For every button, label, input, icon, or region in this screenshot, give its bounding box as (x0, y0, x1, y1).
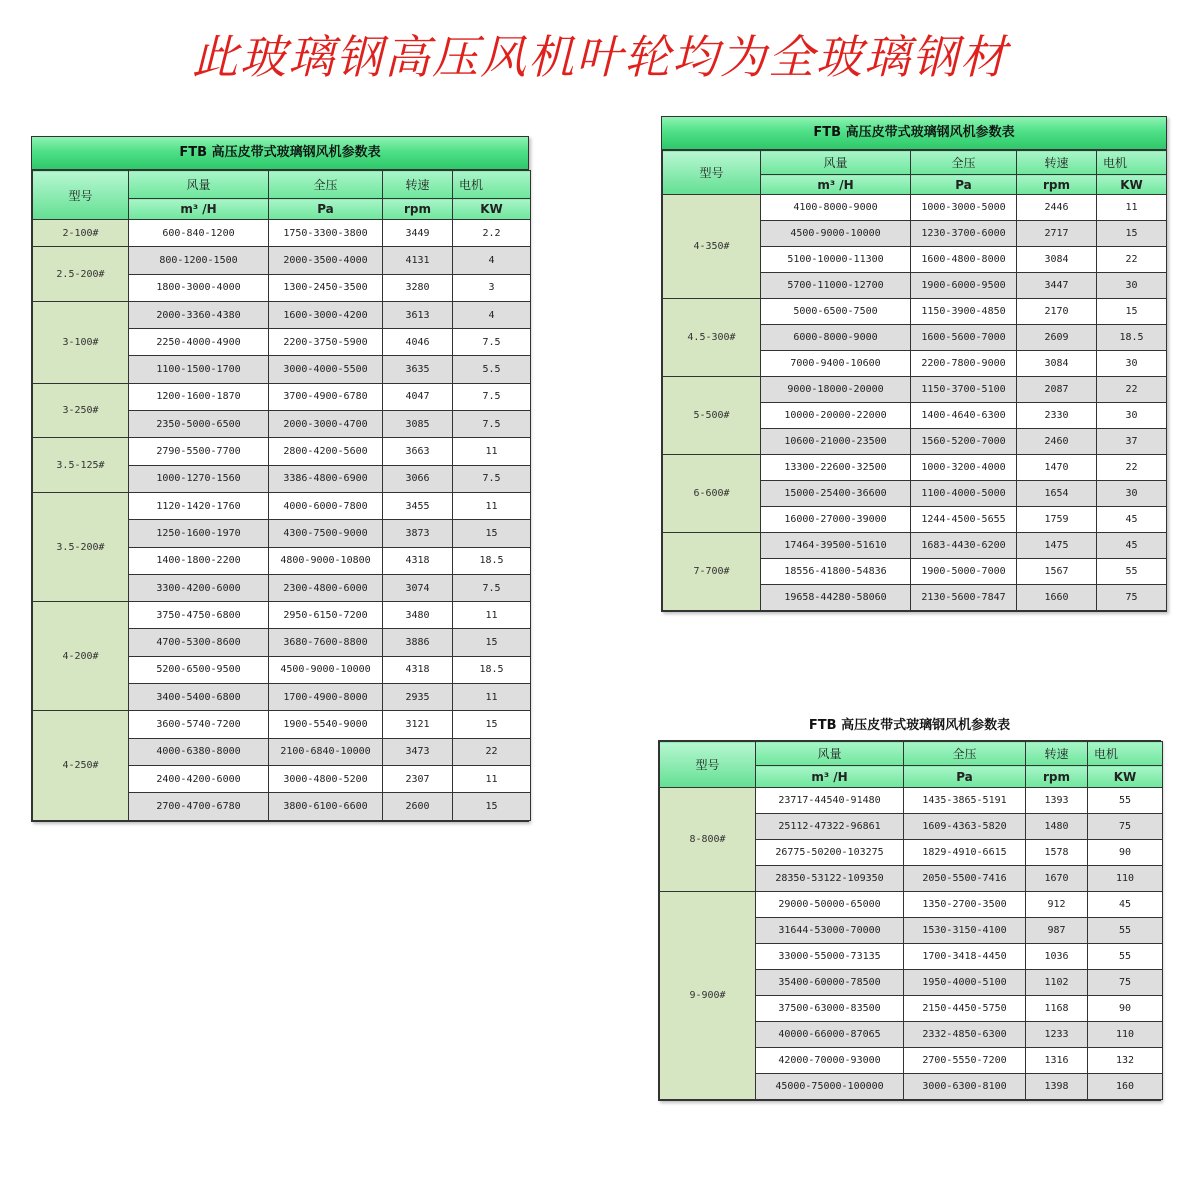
speed-cell: 4047 (383, 383, 453, 410)
pressure-cell: 1230-3700-6000 (911, 221, 1017, 247)
flow-cell: 3750-4750-6800 (129, 602, 269, 629)
model-cell: 4-250# (33, 711, 129, 820)
flow-cell: 19658-44280-58060 (761, 585, 911, 611)
speed-cell: 1316 (1026, 1048, 1088, 1074)
speed-cell: 3121 (383, 711, 453, 738)
flow-cell: 1100-1500-1700 (129, 356, 269, 383)
header-motor: 电机 (1097, 151, 1167, 175)
header-model: 型号 (663, 151, 761, 195)
pressure-cell: 2130-5600-7847 (911, 585, 1017, 611)
speed-cell: 3085 (383, 411, 453, 438)
model-cell: 4-350# (663, 195, 761, 299)
motor-cell: 15 (453, 629, 531, 656)
pressure-cell: 1683-4430-6200 (911, 533, 1017, 559)
speed-cell: 3480 (383, 602, 453, 629)
motor-cell: 7.5 (453, 383, 531, 410)
model-cell: 3.5-125# (33, 438, 129, 493)
header-motor-unit: KW (1088, 766, 1163, 788)
speed-cell: 1480 (1026, 814, 1088, 840)
speed-cell: 2307 (383, 765, 453, 792)
pressure-cell: 1900-5540-9000 (269, 711, 383, 738)
speed-cell: 1660 (1017, 585, 1097, 611)
motor-cell: 55 (1088, 944, 1163, 970)
pressure-cell: 2950-6150-7200 (269, 602, 383, 629)
flow-cell: 4100-8000-9000 (761, 195, 911, 221)
model-cell: 4-200# (33, 602, 129, 711)
pressure-cell: 1100-4000-5000 (911, 481, 1017, 507)
pressure-cell: 1350-2700-3500 (904, 892, 1026, 918)
model-cell: 2-100# (33, 220, 129, 247)
speed-cell: 3873 (383, 520, 453, 547)
flow-cell: 4500-9000-10000 (761, 221, 911, 247)
table-row (33, 602, 531, 629)
model-cell: 8-800# (660, 788, 756, 892)
pressure-cell: 1150-3900-4850 (911, 299, 1017, 325)
speed-cell: 2717 (1017, 221, 1097, 247)
motor-cell: 45 (1088, 892, 1163, 918)
motor-cell: 15 (1097, 299, 1167, 325)
pressure-cell: 4500-9000-10000 (269, 656, 383, 683)
model-cell: 3.5-200# (33, 492, 129, 601)
flow-cell: 1000-1270-1560 (129, 465, 269, 492)
motor-cell: 45 (1097, 533, 1167, 559)
pressure-cell: 1600-5600-7000 (911, 325, 1017, 351)
header-flow-unit: m³ /H (761, 175, 911, 195)
pressure-cell: 1150-3700-5100 (911, 377, 1017, 403)
speed-cell: 2446 (1017, 195, 1097, 221)
header-model: 型号 (33, 171, 129, 220)
model-cell: 5-500# (663, 377, 761, 455)
pressure-cell: 2050-5500-7416 (904, 866, 1026, 892)
pressure-cell: 3000-4000-5500 (269, 356, 383, 383)
flow-cell: 15000-25400-36600 (761, 481, 911, 507)
speed-cell: 1470 (1017, 455, 1097, 481)
motor-cell: 22 (1097, 377, 1167, 403)
motor-cell: 75 (1088, 970, 1163, 996)
model-cell: 6-600# (663, 455, 761, 533)
table-row (33, 438, 531, 465)
flow-cell: 9000-18000-20000 (761, 377, 911, 403)
flow-cell: 13300-22600-32500 (761, 455, 911, 481)
pressure-cell: 3700-4900-6780 (269, 383, 383, 410)
table-row (33, 492, 531, 519)
pressure-cell: 2200-3750-5900 (269, 329, 383, 356)
speed-cell: 3447 (1017, 273, 1097, 299)
flow-cell: 2250-4000-4900 (129, 329, 269, 356)
flow-cell: 1800-3000-4000 (129, 274, 269, 301)
header-speed-unit: rpm (1017, 175, 1097, 195)
flow-cell: 16000-27000-39000 (761, 507, 911, 533)
pressure-cell: 2150-4450-5750 (904, 996, 1026, 1022)
header-pressure: 全压 (904, 742, 1026, 766)
header-pressure-unit: Pa (269, 199, 383, 220)
pressure-cell: 3000-4800-5200 (269, 765, 383, 792)
flow-cell: 5000-6500-7500 (761, 299, 911, 325)
header-motor: 电机 (1088, 742, 1163, 766)
pressure-cell: 4300-7500-9000 (269, 520, 383, 547)
motor-cell: 18.5 (453, 547, 531, 574)
pressure-cell: 2200-7800-9000 (911, 351, 1017, 377)
flow-cell: 3300-4200-6000 (129, 574, 269, 601)
flow-cell: 2790-5500-7700 (129, 438, 269, 465)
speed-cell: 2600 (383, 793, 453, 820)
pressure-cell: 1400-4640-6300 (911, 403, 1017, 429)
pressure-cell: 2700-5550-7200 (904, 1048, 1026, 1074)
pressure-cell: 2300-4800-6000 (269, 574, 383, 601)
flow-cell: 26775-50200-103275 (756, 840, 904, 866)
model-cell: 4.5-300# (663, 299, 761, 377)
flow-cell: 33000-55000-73135 (756, 944, 904, 970)
param-table-2 (661, 116, 1167, 612)
speed-cell: 1036 (1026, 944, 1088, 970)
speed-cell: 1393 (1026, 788, 1088, 814)
motor-cell: 18.5 (1097, 325, 1167, 351)
motor-cell: 11 (453, 602, 531, 629)
speed-cell: 2087 (1017, 377, 1097, 403)
pressure-cell: 1600-4800-8000 (911, 247, 1017, 273)
motor-cell: 3 (453, 274, 531, 301)
model-cell: 2.5-200# (33, 247, 129, 302)
flow-cell: 1120-1420-1760 (129, 492, 269, 519)
speed-cell: 1398 (1026, 1074, 1088, 1100)
header-speed-unit: rpm (383, 199, 453, 220)
flow-cell: 2000-3360-4380 (129, 301, 269, 328)
table-row (33, 301, 531, 328)
flow-cell: 5100-10000-11300 (761, 247, 911, 273)
pressure-cell: 1700-4900-8000 (269, 684, 383, 711)
speed-cell: 4318 (383, 547, 453, 574)
flow-cell: 600-840-1200 (129, 220, 269, 247)
table-title: FTB 高压皮带式玻璃钢风机参数表 (662, 117, 1166, 150)
speed-cell: 1168 (1026, 996, 1088, 1022)
pressure-cell: 1000-3000-5000 (911, 195, 1017, 221)
header-speed: 转速 (1026, 742, 1088, 766)
flow-cell: 45000-75000-100000 (756, 1074, 904, 1100)
speed-cell: 2609 (1017, 325, 1097, 351)
table-row (663, 455, 1167, 481)
flow-cell: 35400-60000-78500 (756, 970, 904, 996)
motor-cell: 55 (1097, 559, 1167, 585)
motor-cell: 15 (453, 711, 531, 738)
speed-cell: 2170 (1017, 299, 1097, 325)
motor-cell: 110 (1088, 1022, 1163, 1048)
flow-cell: 29000-50000-65000 (756, 892, 904, 918)
speed-cell: 2460 (1017, 429, 1097, 455)
motor-cell: 15 (1097, 221, 1167, 247)
motor-cell: 160 (1088, 1074, 1163, 1100)
speed-cell: 3084 (1017, 351, 1097, 377)
flow-cell: 42000-70000-93000 (756, 1048, 904, 1074)
header-speed: 转速 (383, 171, 453, 199)
flow-cell: 4700-5300-8600 (129, 629, 269, 656)
speed-cell: 3084 (1017, 247, 1097, 273)
flow-cell: 1400-1800-2200 (129, 547, 269, 574)
header-motor-unit: KW (1097, 175, 1167, 195)
motor-cell: 11 (453, 684, 531, 711)
table-row (663, 533, 1167, 559)
header-pressure: 全压 (269, 171, 383, 199)
motor-cell: 90 (1088, 840, 1163, 866)
model-cell: 7-700# (663, 533, 761, 611)
flow-cell: 17464-39500-51610 (761, 533, 911, 559)
table-title: FTB 高压皮带式玻璃钢风机参数表 (808, 718, 1011, 733)
pressure-cell: 4000-6000-7800 (269, 492, 383, 519)
header-flow-unit: m³ /H (756, 766, 904, 788)
speed-cell: 4046 (383, 329, 453, 356)
speed-cell: 2935 (383, 684, 453, 711)
header-flow: 风量 (129, 171, 269, 199)
flow-cell: 1250-1600-1970 (129, 520, 269, 547)
motor-cell: 30 (1097, 403, 1167, 429)
pressure-cell: 1300-2450-3500 (269, 274, 383, 301)
table-row (663, 195, 1167, 221)
pressure-cell: 1560-5200-7000 (911, 429, 1017, 455)
motor-cell: 55 (1088, 918, 1163, 944)
model-cell: 3-250# (33, 383, 129, 438)
speed-cell: 1567 (1017, 559, 1097, 585)
motor-cell: 15 (453, 520, 531, 547)
table-row (33, 383, 531, 410)
motor-cell: 30 (1097, 481, 1167, 507)
table-title: FTB 高压皮带式玻璃钢风机参数表 (32, 137, 528, 170)
pressure-cell: 2000-3000-4700 (269, 411, 383, 438)
speed-cell: 1475 (1017, 533, 1097, 559)
pressure-cell: 4800-9000-10800 (269, 547, 383, 574)
flow-cell: 28350-53122-109350 (756, 866, 904, 892)
motor-cell: 11 (453, 438, 531, 465)
flow-cell: 10000-20000-22000 (761, 403, 911, 429)
param-table-1 (31, 136, 529, 822)
motor-cell: 75 (1097, 585, 1167, 611)
flow-cell: 25112-47322-96861 (756, 814, 904, 840)
motor-cell: 15 (453, 793, 531, 820)
header-pressure: 全压 (911, 151, 1017, 175)
flow-cell: 6000-8000-9000 (761, 325, 911, 351)
header-flow: 风量 (761, 151, 911, 175)
header-pressure-unit: Pa (904, 766, 1026, 788)
model-cell: 3-100# (33, 301, 129, 383)
motor-cell: 75 (1088, 814, 1163, 840)
table-row (660, 788, 1163, 814)
speed-cell: 1102 (1026, 970, 1088, 996)
motor-cell: 55 (1088, 788, 1163, 814)
speed-cell: 912 (1026, 892, 1088, 918)
motor-cell: 30 (1097, 273, 1167, 299)
motor-cell: 11 (453, 765, 531, 792)
motor-cell: 5.5 (453, 356, 531, 383)
motor-cell: 7.5 (453, 411, 531, 438)
speed-cell: 3886 (383, 629, 453, 656)
flow-cell: 800-1200-1500 (129, 247, 269, 274)
pressure-cell: 1900-5000-7000 (911, 559, 1017, 585)
pressure-cell: 1750-3300-3800 (269, 220, 383, 247)
table-row (33, 247, 531, 274)
speed-cell: 3280 (383, 274, 453, 301)
table-row (663, 299, 1167, 325)
table-row (33, 711, 531, 738)
motor-cell: 7.5 (453, 465, 531, 492)
motor-cell: 2.2 (453, 220, 531, 247)
pressure-cell: 1530-3150-4100 (904, 918, 1026, 944)
speed-cell: 1759 (1017, 507, 1097, 533)
table-row (663, 377, 1167, 403)
motor-cell: 22 (1097, 247, 1167, 273)
pressure-cell: 1700-3418-4450 (904, 944, 1026, 970)
flow-cell: 40000-66000-87065 (756, 1022, 904, 1048)
pressure-cell: 2800-4200-5600 (269, 438, 383, 465)
flow-cell: 3600-5740-7200 (129, 711, 269, 738)
motor-cell: 11 (453, 492, 531, 519)
flow-cell: 3400-5400-6800 (129, 684, 269, 711)
pressure-cell: 3386-4800-6900 (269, 465, 383, 492)
motor-cell: 4 (453, 247, 531, 274)
motor-cell: 90 (1088, 996, 1163, 1022)
model-cell: 9-900# (660, 892, 756, 1100)
flow-cell: 4000-6380-8000 (129, 738, 269, 765)
pressure-cell: 3680-7600-8800 (269, 629, 383, 656)
flow-cell: 37500-63000-83500 (756, 996, 904, 1022)
header-speed: 转速 (1017, 151, 1097, 175)
header-speed-unit: rpm (1026, 766, 1088, 788)
speed-cell: 3473 (383, 738, 453, 765)
speed-cell: 1233 (1026, 1022, 1088, 1048)
speed-cell: 4131 (383, 247, 453, 274)
pressure-cell: 1435-3865-5191 (904, 788, 1026, 814)
motor-cell: 37 (1097, 429, 1167, 455)
flow-cell: 2400-4200-6000 (129, 765, 269, 792)
speed-cell: 3074 (383, 574, 453, 601)
flow-cell: 10600-21000-23500 (761, 429, 911, 455)
speed-cell: 3635 (383, 356, 453, 383)
header-motor: 电机 (453, 171, 531, 199)
speed-cell: 1654 (1017, 481, 1097, 507)
header-flow: 风量 (756, 742, 904, 766)
motor-cell: 22 (1097, 455, 1167, 481)
speed-cell: 4318 (383, 656, 453, 683)
pressure-cell: 3000-6300-8100 (904, 1074, 1026, 1100)
header-motor-unit: KW (453, 199, 531, 220)
table-row (33, 220, 531, 247)
speed-cell: 2330 (1017, 403, 1097, 429)
motor-cell: 45 (1097, 507, 1167, 533)
flow-cell: 2700-4700-6780 (129, 793, 269, 820)
flow-cell: 23717-44540-91480 (756, 788, 904, 814)
header-pressure-unit: Pa (911, 175, 1017, 195)
pressure-cell: 1000-3200-4000 (911, 455, 1017, 481)
flow-cell: 7000-9400-10600 (761, 351, 911, 377)
pressure-cell: 1900-6000-9500 (911, 273, 1017, 299)
pressure-cell: 2000-3500-4000 (269, 247, 383, 274)
flow-cell: 1200-1600-1870 (129, 383, 269, 410)
pressure-cell: 1609-4363-5820 (904, 814, 1026, 840)
flow-cell: 5200-6500-9500 (129, 656, 269, 683)
speed-cell: 987 (1026, 918, 1088, 944)
speed-cell: 3613 (383, 301, 453, 328)
pressure-cell: 2332-4850-6300 (904, 1022, 1026, 1048)
pressure-cell: 1244-4500-5655 (911, 507, 1017, 533)
speed-cell: 3066 (383, 465, 453, 492)
motor-cell: 22 (453, 738, 531, 765)
motor-cell: 7.5 (453, 574, 531, 601)
speed-cell: 3455 (383, 492, 453, 519)
motor-cell: 4 (453, 301, 531, 328)
speed-cell: 3663 (383, 438, 453, 465)
pressure-cell: 1950-4000-5100 (904, 970, 1026, 996)
flow-cell: 18556-41800-54836 (761, 559, 911, 585)
table-row (660, 892, 1163, 918)
header-model: 型号 (660, 742, 756, 788)
motor-cell: 18.5 (453, 656, 531, 683)
param-table-3 (658, 718, 1161, 1101)
motor-cell: 7.5 (453, 329, 531, 356)
motor-cell: 11 (1097, 195, 1167, 221)
motor-cell: 110 (1088, 866, 1163, 892)
page-headline: 此玻璃钢高压风机叶轮均为全玻璃钢材 (192, 30, 1008, 84)
pressure-cell: 1829-4910-6615 (904, 840, 1026, 866)
speed-cell: 1578 (1026, 840, 1088, 866)
speed-cell: 1670 (1026, 866, 1088, 892)
pressure-cell: 1600-3000-4200 (269, 301, 383, 328)
motor-cell: 132 (1088, 1048, 1163, 1074)
flow-cell: 31644-53000-70000 (756, 918, 904, 944)
speed-cell: 3449 (383, 220, 453, 247)
flow-cell: 5700-11000-12700 (761, 273, 911, 299)
pressure-cell: 3800-6100-6600 (269, 793, 383, 820)
motor-cell: 30 (1097, 351, 1167, 377)
pressure-cell: 2100-6840-10000 (269, 738, 383, 765)
header-flow-unit: m³ /H (129, 199, 269, 220)
flow-cell: 2350-5000-6500 (129, 411, 269, 438)
